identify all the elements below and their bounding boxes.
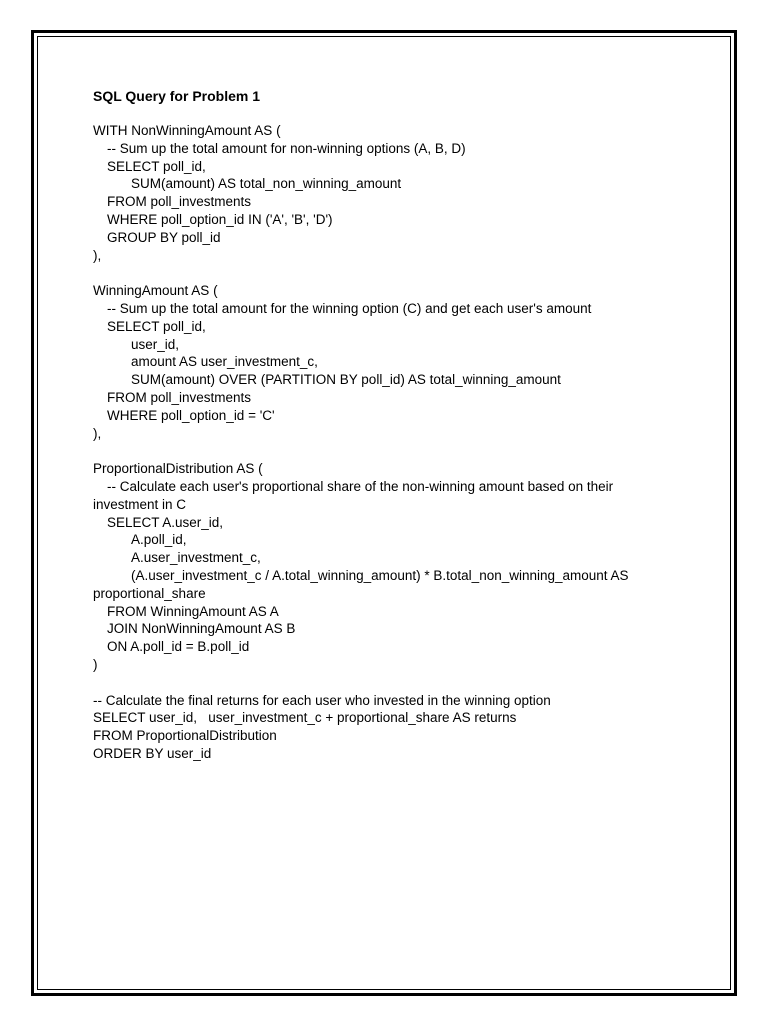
- code-line: SELECT user_id, user_investment_c + proportional_share AS returns: [93, 710, 517, 726]
- code-line: ): [93, 656, 98, 672]
- code-line: proportional_share: [93, 585, 206, 601]
- code-line: A.user_investment_c,: [131, 550, 261, 566]
- code-line: investment in C: [93, 496, 187, 512]
- code-line: -- Calculate each user's proportional share of the non-winning amount based on their: [107, 478, 614, 494]
- blank-line: [93, 674, 693, 692]
- code-line: FROM poll_investments: [107, 389, 252, 405]
- document-body: [93, 87, 693, 763]
- code-line: ORDER BY user_id: [93, 745, 212, 761]
- code-line: WHERE poll_option_id IN ('A', 'B', 'D'): [107, 211, 333, 227]
- code-line: ),: [93, 425, 102, 441]
- code-line: FROM WinningAmount AS A: [107, 603, 279, 619]
- code-line: JOIN NonWinningAmount AS B: [107, 621, 296, 637]
- code-line: amount AS user_investment_c,: [131, 354, 318, 370]
- code-line: A.poll_id,: [131, 532, 187, 548]
- code-line: ON A.poll_id = B.poll_id: [107, 639, 250, 655]
- code-line: FROM ProportionalDistribution: [93, 728, 277, 744]
- code-line: WITH NonWinningAmount AS (: [93, 123, 281, 138]
- code-line: SELECT A.user_id,: [107, 514, 224, 530]
- code-line: ProportionalDistribution AS (: [93, 461, 263, 477]
- document-title: SQL Query for Problem 1: [93, 88, 261, 104]
- code-line: -- Sum up the total amount for the winning option (C) and get each user's amount: [107, 300, 592, 316]
- code-line: (A.user_investment_c / A.total_winning_amount) * B.total_non_winning_amount AS: [131, 567, 629, 583]
- blank-line: [93, 442, 693, 460]
- code-line: user_id,: [131, 336, 180, 352]
- code-line: SELECT poll_id,: [107, 158, 206, 174]
- code-line: ),: [93, 247, 102, 263]
- code-line: SUM(amount) AS total_non_winning_amount: [131, 176, 402, 192]
- code-line: WinningAmount AS (: [93, 283, 218, 299]
- code-line: SELECT poll_id,: [107, 318, 206, 334]
- code-line: -- Calculate the final returns for each user who invested in the winning option: [93, 692, 551, 708]
- blank-line: [93, 264, 693, 282]
- sql-code-block: [93, 122, 693, 763]
- code-line: SUM(amount) OVER (PARTITION BY poll_id) AS total_winning_amount: [131, 372, 561, 388]
- code-line: WHERE poll_option_id = 'C': [107, 407, 275, 423]
- code-line: FROM poll_investments: [107, 194, 252, 210]
- code-line: GROUP BY poll_id: [107, 229, 221, 245]
- code-line: -- Sum up the total amount for non-winning options (A, B, D): [107, 140, 466, 156]
